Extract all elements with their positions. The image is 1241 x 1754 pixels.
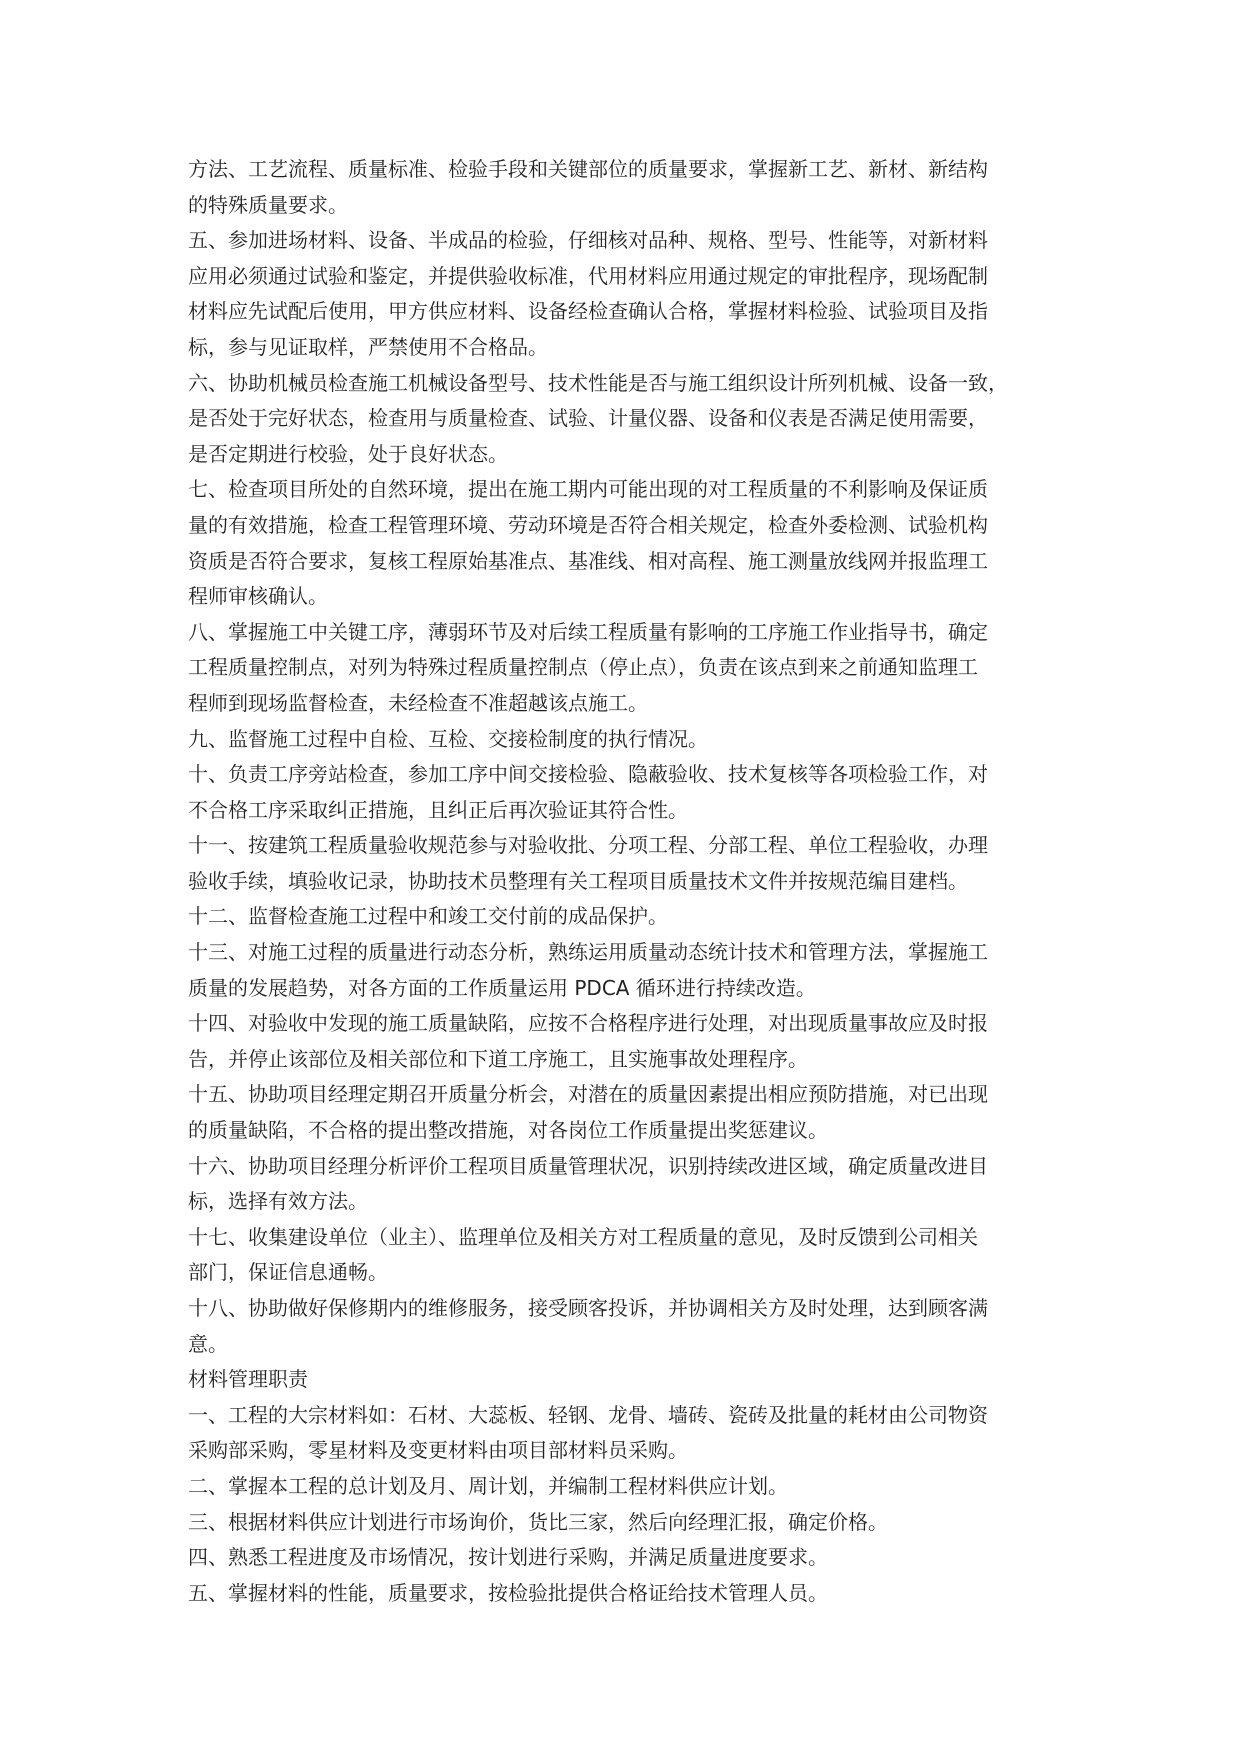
text-line: 五、掌握材料的性能，质量要求，按检验批提供合格证给技术管理人员。 xyxy=(188,1580,828,1605)
text-line: 是否处于完好状态，检查用与质量检查、试验、计量仪器、设备和仪表是否满足使用需要， xyxy=(188,406,988,431)
text-line: 采购部采购，零星材料及变更材料由项目部材料员采购。 xyxy=(188,1438,688,1463)
text-line: 标，参与见证取样，严禁使用不合格品。 xyxy=(188,334,548,359)
text-line: 九、监督施工过程中自检、互检、交接检制度的执行情况。 xyxy=(188,726,708,751)
text-line: 十六、协助项目经理分析评价工程项目质量管理状况，识别持续改进区域，确定质量改进目 xyxy=(188,1153,988,1178)
text-line: 不合格工序采取纠正措施，且纠正后再次验证其符合性。 xyxy=(188,797,688,822)
text-line: 四、熟悉工程进度及市场情况，按计划进行采购，并满足质量进度要求。 xyxy=(188,1545,828,1570)
text-line: 验收手续，填验收记录，协助技术员整理有关工程项目质量技术文件并按规范编目建档。 xyxy=(188,868,968,893)
text-line: 三、根据材料供应计划进行市场询价，货比三家，然后向经理汇报，确定价格。 xyxy=(188,1509,888,1534)
text-line: 质量的发展趋势，对各方面的工作质量运用 PDCA 循环进行持续改造。 xyxy=(188,975,816,1000)
text-line: 标，选择有效方法。 xyxy=(188,1189,368,1214)
text-line: 意。 xyxy=(188,1331,228,1356)
text-line: 应用必须通过试验和鉴定，并提供验收标准，代用材料应用通过规定的审批程序，现场配制 xyxy=(188,263,988,288)
text-line: 七、检查项目所处的自然环境，提出在施工期内可能出现的对工程质量的不利影响及保证质 xyxy=(188,477,988,502)
text-line: 六、协助机械员检查施工机械设备型号、技术性能是否与施工组织设计所列机械、设备一致， xyxy=(188,370,1008,395)
text-line: 资质是否符合要求，复核工程原始基准点、基准线、相对高程、施工测量放线网并报监理工 xyxy=(188,548,988,573)
text-line: 部门，保证信息通畅。 xyxy=(188,1260,388,1285)
text-line: 十二、监督检查施工过程中和竣工交付前的成品保护。 xyxy=(188,904,668,929)
text-line: 程师到现场监督检查，未经检查不准超越该点施工。 xyxy=(188,690,648,715)
text-line: 的特殊质量要求。 xyxy=(188,192,348,217)
text-line: 十八、协助做好保修期内的维修服务，接受顾客投诉，并协调相关方及时处理，达到顾客满 xyxy=(188,1296,988,1320)
text-line: 十、负责工序旁站检查，参加工序中间交接检验、隐蔽验收、技术复核等各项检验工作，对 xyxy=(188,762,988,787)
text-line: 十七、收集建设单位（业主）、监理单位及相关方对工程质量的意见，及时反馈到公司相关 xyxy=(188,1224,978,1249)
text-line: 十五、协助项目经理定期召开质量分析会，对潜在的质量因素提出相应预防措施，对已出现 xyxy=(188,1082,988,1107)
text-line: 是否定期进行校验，处于良好状态。 xyxy=(188,441,508,466)
text-line: 二、掌握本工程的总计划及月、周计划，并编制工程材料供应计划。 xyxy=(188,1473,788,1498)
text-line: 八、掌握施工中关键工序，薄弱环节及对后续工程质量有影响的工序施工作业指导书，确定 xyxy=(188,619,988,644)
text-line: 方法、工艺流程、质量标准、检验手段和关键部位的质量要求，掌握新工艺、新材、新结构 xyxy=(188,157,988,181)
text-line: 的质量缺陷，不合格的提出整改措施，对各岗位工作质量提出奖惩建议。 xyxy=(188,1118,828,1143)
text-line: 十四、对验收中发现的施工质量缺陷，应按不合格程序进行处理，对出现质量事故应及时报 xyxy=(188,1011,988,1036)
text-line: 一、工程的大宗材料如：石材、大蕊板、轻钢、龙骨、墙砖、瓷砖及批量的耗材由公司物资 xyxy=(188,1402,988,1427)
text-line: 五、参加进场材料、设备、半成品的检验，仔细核对品种、规格、型号、性能等，对新材料 xyxy=(188,228,988,253)
text-line: 程师审核确认。 xyxy=(188,584,328,609)
section-heading: 材料管理职责 xyxy=(188,1367,308,1392)
text-line: 材料应先试配后使用，甲方供应材料、设备经检查确认合格，掌握材料检验、试验项目及指 xyxy=(188,299,988,324)
document-body xyxy=(188,152,1058,1611)
text-line: 量的有效措施，检查工程管理环境、劳动环境是否符合相关规定，检查外委检测、试验机构 xyxy=(188,512,988,537)
text-line: 工程质量控制点，对列为特殊过程质量控制点（停止点），负责在该点到来之前通知监理工 xyxy=(188,655,978,680)
text-line: 十三、对施工过程的质量进行动态分析，熟练运用质量动态统计技术和管理方法，掌握施工 xyxy=(188,940,988,965)
text-line: 告，并停止该部位及相关部位和下道工序施工，且实施事故处理程序。 xyxy=(188,1046,808,1071)
text-line: 十一、按建筑工程质量验收规范参与对验收批、分项工程、分部工程、单位工程验收，办理 xyxy=(188,833,988,858)
